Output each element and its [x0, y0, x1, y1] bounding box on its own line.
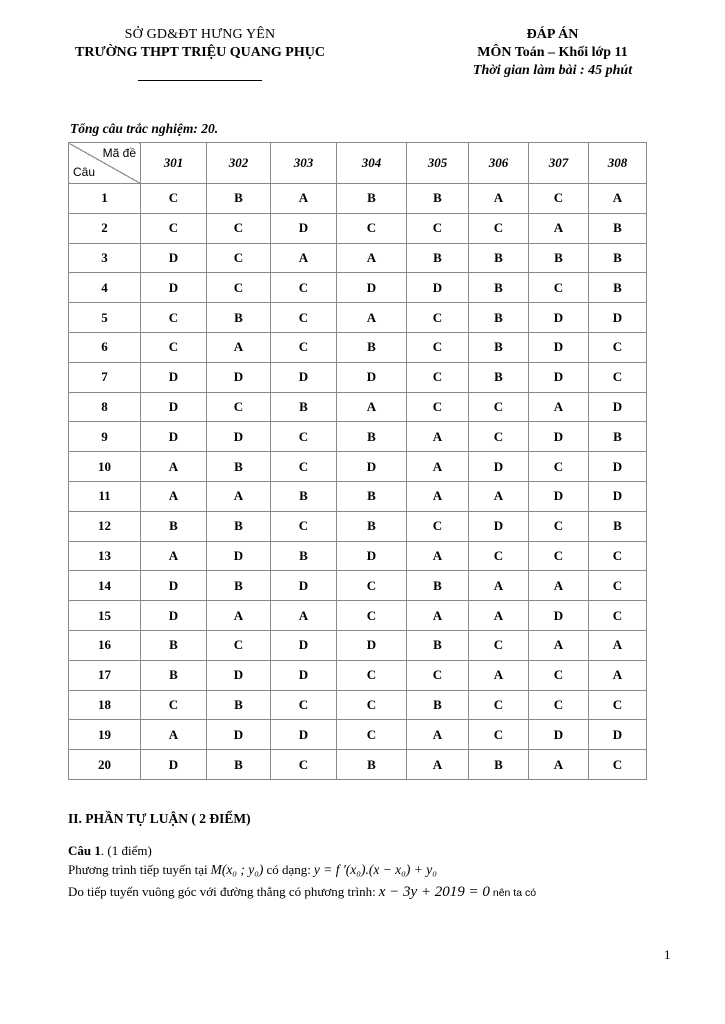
answer-cell: B	[337, 750, 407, 780]
answer-cell: B	[337, 184, 407, 214]
answer-cell: D	[469, 452, 529, 482]
answer-cell: C	[589, 750, 647, 780]
code-header-301: 301	[141, 143, 207, 184]
tangent-intro-text: Phương trình tiếp tuyến tại	[68, 862, 208, 877]
answer-cell: D	[337, 452, 407, 482]
answer-cell: B	[207, 511, 271, 541]
tangent-equation-line	[68, 862, 440, 878]
answer-cell: B	[469, 273, 529, 303]
answer-cell: B	[271, 392, 337, 422]
answer-cell: D	[407, 273, 469, 303]
answer-cell: C	[271, 273, 337, 303]
answer-cell: D	[141, 243, 207, 273]
question-number: 12	[69, 511, 141, 541]
answer-cell: A	[337, 392, 407, 422]
perpendicular-tail: nên ta có	[492, 887, 537, 899]
question-number: 9	[69, 422, 141, 452]
question-number: 4	[69, 273, 141, 303]
answer-cell: D	[529, 601, 589, 631]
answer-cell: A	[407, 720, 469, 750]
answer-cell: A	[271, 601, 337, 631]
table-row	[69, 243, 647, 273]
answer-cell: A	[141, 481, 207, 511]
answer-cell: A	[469, 601, 529, 631]
table-header-row	[69, 143, 647, 184]
answer-cell: A	[469, 660, 529, 690]
answer-cell: A	[529, 392, 589, 422]
question-1-heading	[68, 843, 152, 859]
code-header-302: 302	[207, 143, 271, 184]
answer-cell: A	[141, 452, 207, 482]
answer-cell: A	[337, 243, 407, 273]
answer-cell: D	[141, 750, 207, 780]
subject-grade: MÔN Toán – Khối lớp 11	[477, 45, 628, 60]
answer-cell: B	[407, 184, 469, 214]
answer-cell: B	[207, 184, 271, 214]
answer-cell: D	[271, 571, 337, 601]
question-label: Câu	[73, 165, 96, 179]
table-row	[69, 303, 647, 333]
answer-cell: B	[589, 243, 647, 273]
answer-cell: A	[529, 750, 589, 780]
answer-cell: A	[141, 720, 207, 750]
answer-cell: A	[407, 601, 469, 631]
answer-rows	[69, 184, 647, 780]
answer-cell: C	[141, 184, 207, 214]
answer-cell: D	[337, 541, 407, 571]
line-equation: x − 3y + 2019 = 0	[378, 884, 490, 900]
answer-cell: C	[469, 720, 529, 750]
question-number: 15	[69, 601, 141, 631]
answer-cell: A	[207, 332, 271, 362]
answer-cell: B	[271, 541, 337, 571]
answer-cell: C	[529, 511, 589, 541]
answer-cell: C	[529, 660, 589, 690]
answer-cell: D	[589, 303, 647, 333]
question-number: 19	[69, 720, 141, 750]
table-row	[69, 511, 647, 541]
answer-cell: B	[589, 511, 647, 541]
table-row	[69, 184, 647, 214]
question-number: 20	[69, 750, 141, 780]
table-row	[69, 332, 647, 362]
answer-cell: D	[207, 422, 271, 452]
question-number: 10	[69, 452, 141, 482]
table-row	[69, 392, 647, 422]
answer-cell: D	[337, 273, 407, 303]
answer-cell: B	[469, 750, 529, 780]
answer-cell: D	[141, 571, 207, 601]
answer-cell: C	[529, 452, 589, 482]
answer-cell: C	[407, 392, 469, 422]
answer-cell: A	[271, 243, 337, 273]
answer-cell: C	[407, 332, 469, 362]
answer-cell: D	[589, 392, 647, 422]
answer-cell: A	[469, 571, 529, 601]
answer-cell: C	[589, 571, 647, 601]
answer-cell: C	[407, 362, 469, 392]
answer-cell: D	[529, 481, 589, 511]
answer-cell: B	[469, 362, 529, 392]
answer-cell: C	[529, 184, 589, 214]
answer-cell: C	[469, 690, 529, 720]
essay-section-title: II. PHẦN TỰ LUẬN ( 2 ĐIỂM)	[68, 811, 251, 826]
header-divider	[138, 80, 262, 81]
tangent-point: M(x₀ ; y₀)	[210, 862, 264, 877]
answer-cell: C	[271, 332, 337, 362]
answer-cell: B	[469, 332, 529, 362]
answer-cell: C	[271, 303, 337, 333]
answer-cell: A	[141, 541, 207, 571]
perpendicular-line	[68, 884, 536, 901]
answer-cell: D	[271, 213, 337, 243]
question-number: 13	[69, 541, 141, 571]
answer-cell: C	[271, 452, 337, 482]
question-1-label: Câu 1	[68, 843, 101, 858]
answer-cell: C	[337, 660, 407, 690]
question-number: 1	[69, 184, 141, 214]
code-header-305: 305	[407, 143, 469, 184]
answer-cell: C	[207, 630, 271, 660]
answer-cell: B	[207, 750, 271, 780]
answer-cell: D	[207, 541, 271, 571]
answer-cell: B	[337, 422, 407, 452]
exam-duration: Thời gian làm bài : 45 phút	[472, 63, 633, 78]
answer-cell: A	[529, 630, 589, 660]
answer-cell: D	[337, 362, 407, 392]
question-number: 16	[69, 630, 141, 660]
answer-cell: B	[469, 243, 529, 273]
answer-cell: B	[271, 481, 337, 511]
answer-cell: A	[337, 303, 407, 333]
answer-cell: C	[207, 213, 271, 243]
answer-cell: C	[337, 571, 407, 601]
answer-cell: D	[271, 362, 337, 392]
answer-cell: C	[589, 541, 647, 571]
answer-cell: A	[407, 481, 469, 511]
answer-cell: C	[589, 690, 647, 720]
question-number: 11	[69, 481, 141, 511]
table-row	[69, 452, 647, 482]
answer-cell: B	[337, 481, 407, 511]
answer-cell: B	[207, 571, 271, 601]
answer-cell: A	[207, 601, 271, 631]
answer-cell: C	[207, 273, 271, 303]
question-number: 8	[69, 392, 141, 422]
answer-cell: A	[589, 630, 647, 660]
answer-cell: D	[271, 720, 337, 750]
answer-cell: A	[589, 184, 647, 214]
table-row	[69, 422, 647, 452]
answer-cell: C	[469, 422, 529, 452]
answer-cell: D	[141, 362, 207, 392]
answer-cell: C	[469, 541, 529, 571]
code-header-307: 307	[529, 143, 589, 184]
question-number: 14	[69, 571, 141, 601]
answer-cell: A	[407, 750, 469, 780]
answer-cell: C	[271, 690, 337, 720]
department-name: SỞ GD&ĐT HƯNG YÊN	[124, 27, 276, 42]
answer-cell: C	[529, 541, 589, 571]
answer-cell: C	[407, 511, 469, 541]
answer-cell: C	[337, 213, 407, 243]
question-number: 7	[69, 362, 141, 392]
answer-cell: C	[141, 213, 207, 243]
table-row	[69, 213, 647, 243]
answer-cell: C	[589, 332, 647, 362]
answer-cell: B	[589, 422, 647, 452]
school-header	[50, 26, 350, 81]
answer-cell: D	[207, 660, 271, 690]
table-row	[69, 660, 647, 690]
table-row	[69, 690, 647, 720]
answer-cell: C	[271, 750, 337, 780]
question-1-points: . (1 điểm)	[100, 843, 152, 858]
question-number: 5	[69, 303, 141, 333]
table-row	[69, 720, 647, 750]
answer-cell: B	[589, 273, 647, 303]
answer-cell: B	[407, 630, 469, 660]
answer-key-title: ĐÁP ÁN	[526, 27, 579, 42]
answer-cell: C	[271, 511, 337, 541]
total-questions: Tổng câu trắc nghiệm: 20.	[70, 121, 219, 136]
table-row	[69, 630, 647, 660]
answer-cell: D	[141, 392, 207, 422]
corner-cell	[69, 143, 141, 184]
answer-cell: B	[207, 690, 271, 720]
answer-cell: C	[407, 303, 469, 333]
answer-cell: B	[141, 660, 207, 690]
answer-cell: C	[207, 392, 271, 422]
question-number: 6	[69, 332, 141, 362]
answer-cell: D	[141, 422, 207, 452]
answer-cell: A	[529, 571, 589, 601]
answer-cell: D	[207, 362, 271, 392]
answer-cell: D	[271, 660, 337, 690]
table-row	[69, 481, 647, 511]
answer-cell: B	[207, 303, 271, 333]
answer-cell: B	[407, 690, 469, 720]
answer-cell: B	[337, 332, 407, 362]
answer-cell: B	[141, 511, 207, 541]
answer-cell: D	[529, 303, 589, 333]
answer-cell: B	[529, 243, 589, 273]
answer-cell: D	[589, 720, 647, 750]
code-header-303: 303	[271, 143, 337, 184]
perpendicular-text: Do tiếp tuyến vuông góc với đường thẳng có phương trình:	[68, 884, 376, 899]
tangent-formula: y = f ′(x₀).(x − x₀) + y₀	[313, 862, 437, 877]
answer-cell: C	[271, 422, 337, 452]
answer-cell: C	[589, 601, 647, 631]
answer-cell: C	[407, 660, 469, 690]
school-name: TRƯỜNG THPT TRIỆU QUANG PHỤC	[75, 45, 325, 60]
answer-cell: D	[589, 452, 647, 482]
answer-cell: B	[337, 511, 407, 541]
answer-cell: D	[589, 481, 647, 511]
answer-cell: A	[589, 660, 647, 690]
answer-cell: A	[407, 541, 469, 571]
answer-cell: A	[207, 481, 271, 511]
answer-cell: D	[337, 630, 407, 660]
question-number: 2	[69, 213, 141, 243]
answer-cell: D	[529, 332, 589, 362]
exam-header	[450, 26, 655, 80]
answer-cell: B	[207, 452, 271, 482]
question-number: 18	[69, 690, 141, 720]
answer-cell: A	[271, 184, 337, 214]
answer-cell: B	[407, 243, 469, 273]
answer-cell: C	[469, 630, 529, 660]
answer-cell: B	[469, 303, 529, 333]
answer-cell: D	[141, 601, 207, 631]
answer-cell: C	[589, 362, 647, 392]
answer-cell: B	[589, 213, 647, 243]
answer-cell: B	[407, 571, 469, 601]
answer-cell: A	[407, 422, 469, 452]
code-header-306: 306	[469, 143, 529, 184]
answer-cell: C	[529, 273, 589, 303]
question-number: 17	[69, 660, 141, 690]
answer-cell: C	[207, 243, 271, 273]
answer-cell: C	[141, 690, 207, 720]
answer-cell: D	[207, 720, 271, 750]
table-row	[69, 362, 647, 392]
answer-cell: D	[529, 362, 589, 392]
code-header-308: 308	[589, 143, 647, 184]
table-row	[69, 541, 647, 571]
table-row	[69, 571, 647, 601]
answer-cell: D	[271, 630, 337, 660]
tangent-form-text: có dạng:	[266, 862, 311, 877]
answer-cell: C	[141, 303, 207, 333]
code-header-304: 304	[337, 143, 407, 184]
answer-cell: A	[529, 213, 589, 243]
answer-cell: C	[141, 332, 207, 362]
answer-cell: C	[469, 213, 529, 243]
answer-cell: A	[469, 481, 529, 511]
answer-table	[68, 142, 647, 780]
table-row	[69, 601, 647, 631]
answer-cell: A	[407, 452, 469, 482]
table-row	[69, 750, 647, 780]
answer-cell: A	[469, 184, 529, 214]
code-label: Mã đề	[102, 146, 136, 160]
answer-cell: C	[469, 392, 529, 422]
answer-cell: D	[529, 422, 589, 452]
answer-cell: B	[141, 630, 207, 660]
answer-cell: C	[529, 690, 589, 720]
page-number: 1	[664, 947, 671, 962]
answer-cell: D	[529, 720, 589, 750]
table-row	[69, 273, 647, 303]
answer-cell: C	[337, 690, 407, 720]
answer-cell: C	[407, 213, 469, 243]
answer-cell: C	[337, 720, 407, 750]
answer-cell: D	[469, 511, 529, 541]
answer-cell: D	[141, 273, 207, 303]
answer-cell: C	[337, 601, 407, 631]
question-number: 3	[69, 243, 141, 273]
